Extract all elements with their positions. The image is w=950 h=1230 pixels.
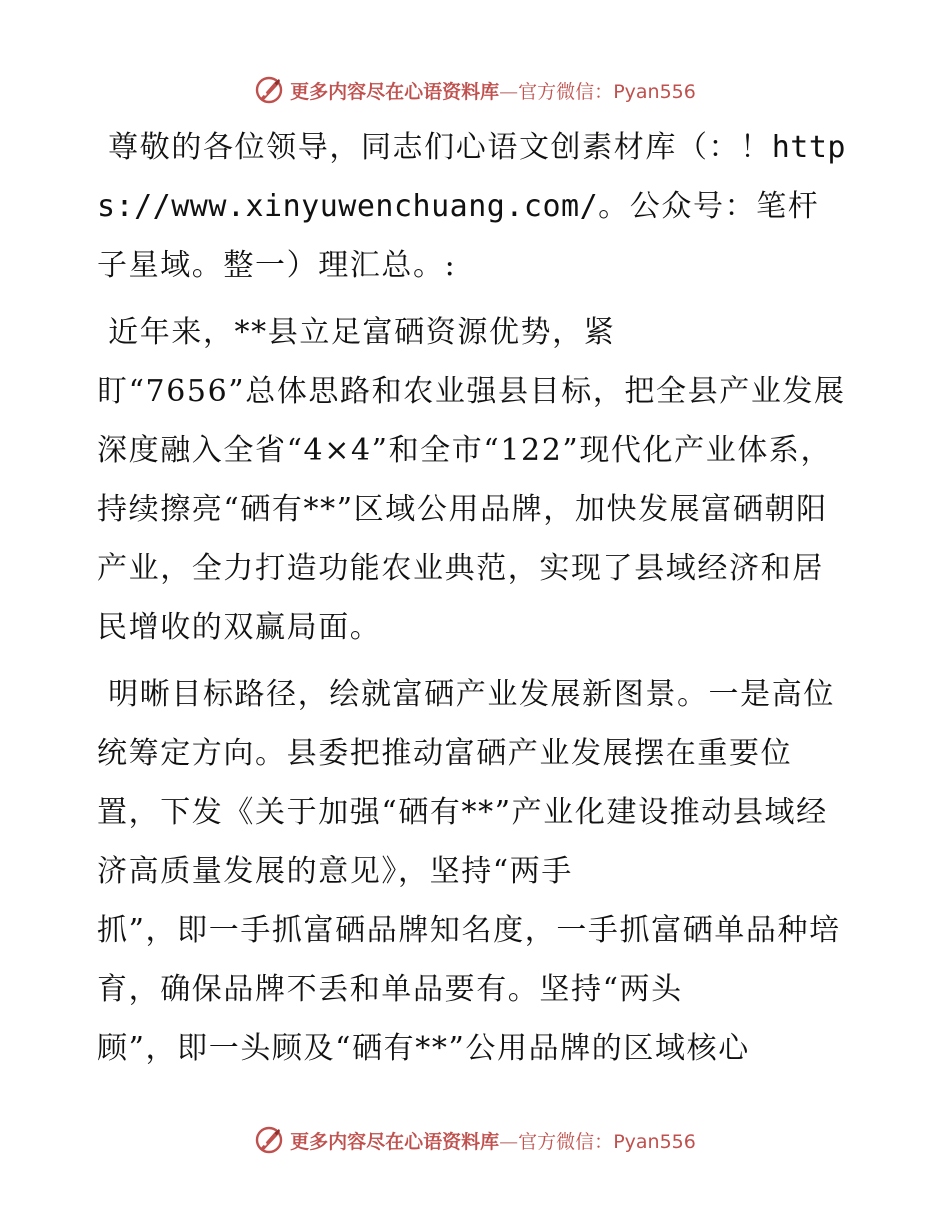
intro-text-end: 。公众号：笔杆子星域。整一）理汇总。: <box>97 189 820 283</box>
footer-banner-text <box>290 1127 696 1154</box>
header-banner-wechat-label: 官方微信： <box>518 80 614 103</box>
paragraph-2-part-1: 明晰目标路径，绘就富硒产业发展新图景。一是高位统筹定方向。县委把推动富硒产业发展摆在重要位置，下发《关于加强“硒有**”产业化建设推动县域经济高质量发展的意见》，坚持“两手 <box>97 677 835 889</box>
header-banner-wechat-id: Pyan556 <box>613 80 696 103</box>
paragraph-2 <box>97 665 849 1078</box>
document-body <box>97 118 849 1086</box>
footer-banner-wechat-id: Pyan556 <box>613 1130 696 1153</box>
intro-paragraph <box>97 118 849 295</box>
footer-banner-main: 更多内容尽在心语资料库 <box>290 1130 500 1153</box>
header-banner-text <box>290 77 696 104</box>
intro-url: https://www.xinyuwenchuang.com/ <box>97 130 846 224</box>
header-banner-main: 更多内容尽在心语资料库 <box>290 80 500 103</box>
footer-banner <box>0 1120 950 1160</box>
paragraph-2-part-2: 抓”，即一手抓富硒品牌知名度，一手抓富硒单品种培育，确保品牌不丢和单品要有。坚持“两头 <box>97 913 841 1007</box>
header-banner <box>0 70 950 110</box>
quill-pen-circle-icon <box>254 1125 284 1155</box>
intro-text-start: 尊敬的各位领导，同志们心语文创素材库（：！ <box>97 130 772 165</box>
paragraph-1-rest: 盯“7656”总体思路和农业强县目标，把全县产业发展深度融入全省“4×4”和全市“122”现代化产业体系，持续擦亮“硒有**”区域公用品牌，加快发展富硒朝阳产业，全力打造功能农业典范，实现了县域经济和居民增收的双赢局面。 <box>97 374 846 645</box>
footer-banner-wechat-label: 官方微信： <box>518 1130 614 1153</box>
paragraph-1-first-line: 近年来，**县立足富硒资源优势，紧 <box>97 315 616 350</box>
footer-banner-dash: — <box>499 1130 519 1153</box>
paragraph-1 <box>97 303 849 657</box>
paragraph-2-part-3: 顾”，即一头顾及“硒有**”公用品牌的区域核心 <box>97 1031 750 1066</box>
header-banner-dash: — <box>499 80 519 103</box>
quill-pen-circle-icon <box>254 75 284 105</box>
